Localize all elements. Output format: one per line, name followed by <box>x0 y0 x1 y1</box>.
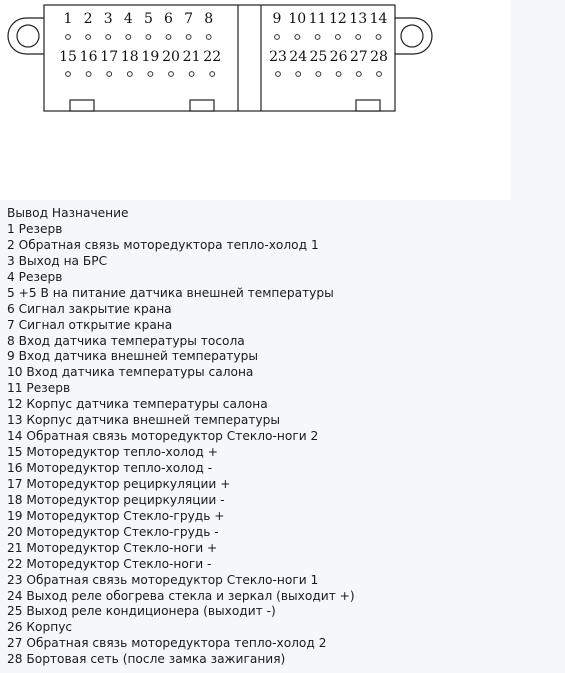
pin-contact <box>356 72 361 77</box>
pin-contact <box>127 72 132 77</box>
pin-number: 2 <box>83 11 93 27</box>
pin-number: 7 <box>184 11 194 27</box>
table-rows <box>7 222 557 668</box>
pin-contact <box>66 35 71 40</box>
connector-drawing <box>0 0 510 200</box>
pinout-table <box>7 206 557 668</box>
pin-contact <box>210 72 215 77</box>
pin-contact <box>356 35 361 40</box>
pin-number: 11 <box>308 11 327 27</box>
pin-contact <box>106 35 111 40</box>
pin-number: 10 <box>288 11 307 27</box>
table-row: 27 Обратная связь моторедуктора тепло-холод 2 <box>7 636 327 651</box>
pin-contact <box>377 72 382 77</box>
pin-contact <box>376 35 381 40</box>
table-row: 9 Вход датчика внешней температуры <box>7 349 258 364</box>
pin-contact <box>86 35 91 40</box>
pin-contact <box>275 35 280 40</box>
table-row: 4 Резерв <box>7 269 63 284</box>
table-row: 25 Выход реле кондиционера (выходит -) <box>7 604 276 619</box>
pin-number: 13 <box>349 11 368 27</box>
pin-number: 9 <box>272 11 282 27</box>
pin-contact <box>336 72 341 77</box>
pin-number: 23 <box>269 49 287 65</box>
table-row: 13 Корпус датчика внешней температуры <box>7 413 280 428</box>
pin-contact <box>186 35 191 40</box>
table-row: 19 Моторедуктор Стекло-грудь + <box>7 508 225 523</box>
pin-number: 28 <box>370 49 388 65</box>
table-row: 2 Обратная связь моторедуктора тепло-холод 1 <box>7 237 319 252</box>
pin-number: 14 <box>369 11 388 27</box>
pin-number: 27 <box>349 49 368 65</box>
table-row: 10 Вход датчика температуры салона <box>7 365 254 380</box>
pin-contact <box>166 35 171 40</box>
pin-number: 19 <box>141 49 160 65</box>
left-mount-hole <box>17 25 39 47</box>
table-row: 3 Выход на БРС <box>7 253 108 268</box>
table-row: 14 Обратная связь моторедуктор Стекло-ноги 2 <box>7 429 319 444</box>
pin-number: 5 <box>143 11 153 27</box>
table-row: 26 Корпус <box>7 620 73 635</box>
pin-contact <box>107 72 112 77</box>
pin-number: 16 <box>79 49 98 65</box>
table-row: 12 Корпус датчика температуры салона <box>7 397 268 412</box>
pin-contact <box>316 72 321 77</box>
table-row: 6 Сигнал закрытие крана <box>7 301 172 316</box>
pin-contact <box>169 72 174 77</box>
latch-tab <box>70 100 94 111</box>
pin-number: 22 <box>203 49 222 65</box>
pin-number: 8 <box>204 11 214 27</box>
table-row: 23 Обратная связь моторедуктор Стекло-ноги 1 <box>7 572 319 587</box>
pin-number: 17 <box>100 49 119 65</box>
pin-contact <box>336 35 341 40</box>
pin-contact <box>276 72 281 77</box>
pin-number: 3 <box>103 11 113 27</box>
table-row: 11 Резерв <box>7 381 71 396</box>
table-row: 17 Моторедуктор рециркуляции + <box>7 476 231 491</box>
pin-contact <box>66 72 71 77</box>
table-row: 8 Вход датчика температуры тосола <box>7 333 245 348</box>
latch-tab <box>190 100 214 111</box>
table-row: 21 Моторедуктор Стекло-ноги + <box>7 540 218 555</box>
right-mount-hole <box>401 25 423 47</box>
pin-number: 12 <box>328 11 347 27</box>
pin-contact <box>148 72 153 77</box>
pin-number: 6 <box>164 11 173 27</box>
table-row: 20 Моторедуктор Стекло-грудь - <box>7 524 219 539</box>
pin-number: 1 <box>63 11 73 27</box>
pin-number: 26 <box>329 49 348 65</box>
pin-contact <box>315 35 320 40</box>
pin-contact <box>146 35 151 40</box>
pin-number: 18 <box>120 49 139 65</box>
pin-contact <box>295 35 300 40</box>
pin-contact <box>206 35 211 40</box>
pin-number: 4 <box>123 11 133 27</box>
pin-contact <box>126 35 131 40</box>
pin-number: 20 <box>162 49 180 65</box>
pin-contact <box>189 72 194 77</box>
table-row: 15 Моторедуктор тепло-холод + <box>7 445 218 460</box>
table-row: 28 Бортовая сеть (после замка зажигания) <box>7 652 286 667</box>
table-row: 1 Резерв <box>7 221 63 236</box>
table-header: Вывод Назначение <box>7 206 129 220</box>
connector-diagram <box>0 0 510 200</box>
pin-number: 21 <box>182 49 201 65</box>
table-row: 16 Моторедуктор тепло-холод - <box>7 461 213 475</box>
latch-tab <box>356 100 380 111</box>
pin-number: 24 <box>289 49 308 65</box>
table-row: 7 Сигнал открытие крана <box>7 317 173 332</box>
table-row: 5 +5 В на питание датчика внешней температуры <box>7 285 334 300</box>
table-row: 18 Моторедуктор рециркуляции - <box>7 492 225 507</box>
pin-contact <box>86 72 91 77</box>
table-row: 24 Выход реле обогрева стекла и зеркал (выходит +) <box>7 588 355 603</box>
pin-contact <box>296 72 301 77</box>
pin-number: 15 <box>59 49 77 65</box>
pin-number: 25 <box>309 49 328 65</box>
table-row: 22 Моторедуктор Стекло-ноги - <box>7 556 212 571</box>
